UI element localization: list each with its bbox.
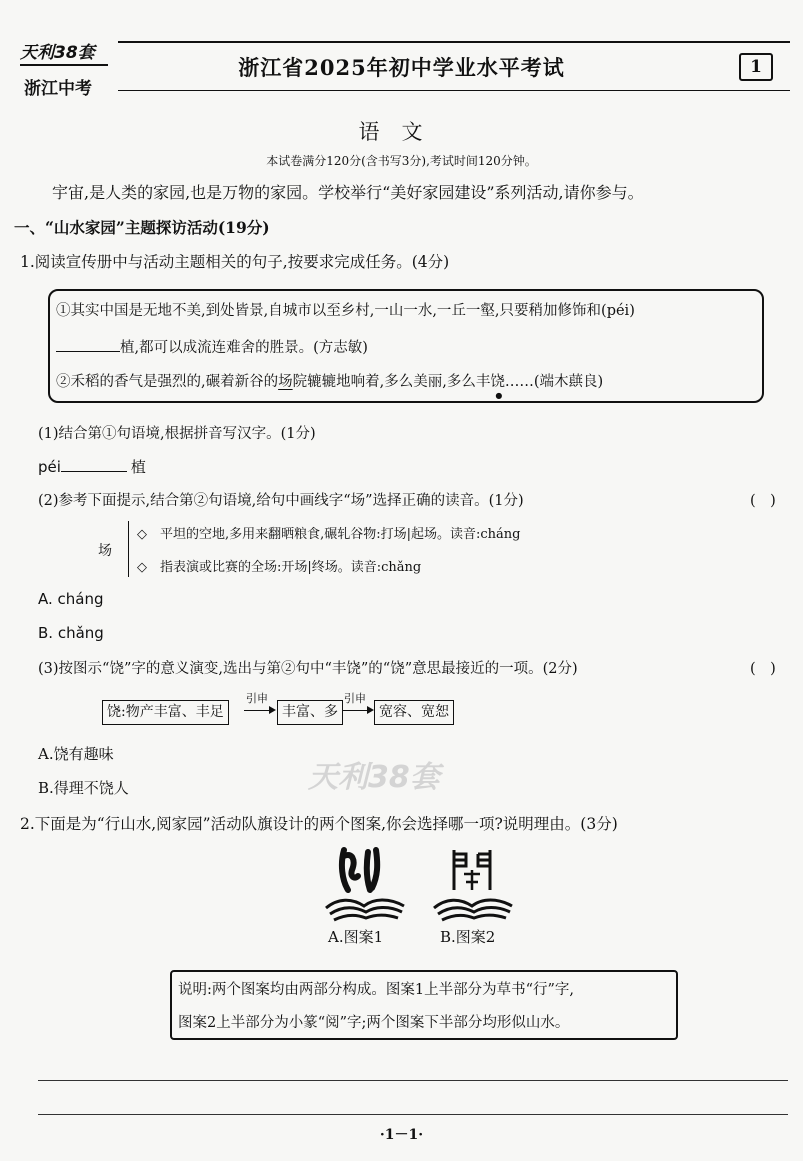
- pattern-2-emblem: [430, 846, 516, 922]
- evolution-box-3: 宽容、宽恕: [374, 700, 454, 725]
- quote-1-line-1: ①其实中国是无地不美,到处皆景,自城市以至乡村,一山一水,一丘一壑,只要稍加修饰和(péi): [56, 303, 635, 319]
- caption-pattern-2[interactable]: B.图案2: [440, 928, 496, 946]
- pattern-1-emblem: [322, 846, 408, 922]
- quote-1-text: 植,都可以成流连难舍的胜景。(方志敏): [120, 340, 368, 356]
- arrow-2: [342, 710, 372, 711]
- option-b-meaning[interactable]: B.得理不饶人: [38, 779, 129, 797]
- arrow-label-2: 引申: [344, 692, 366, 705]
- hint-char: 场: [98, 543, 112, 559]
- question-1-stem: 1.阅读宣传册中与活动主题相关的句子,按要求完成任务。(4分): [20, 253, 450, 271]
- explanation-line-1: 说明:两个图案均由两部分构成。图案1上半部分为草书“行”字,: [178, 982, 575, 998]
- caption-pattern-1[interactable]: A.图案1: [328, 928, 384, 946]
- page-footer: ·1－1·: [379, 1127, 424, 1143]
- sub-question-1: (1)结合第①句语境,根据拼音写汉字。(1分): [38, 426, 316, 442]
- dotted-char: [490, 374, 505, 400]
- quote-2-part: ②禾稻的香气是强烈的,碾着新谷的: [56, 374, 279, 390]
- blank-char: 植: [130, 458, 146, 476]
- sub-question-3: (3)按图示“饶”字的意义演变,选出与第②句中“丰饶”的“饶”意思最接近的一项。(2分): [38, 661, 578, 677]
- evolution-box-1: 饶:物产丰富、丰足: [102, 700, 229, 725]
- sub-question-2: (2)参考下面提示,结合第②句语境,给句中画线字“场”选择正确的读音。(1分): [38, 493, 524, 509]
- hint-1: ◇ 平坦的空地,多用来翻晒粮食,碾轧谷物:打场|起场。读音:cháng: [137, 527, 521, 542]
- fill-blank[interactable]: [56, 351, 120, 352]
- option-a-meaning[interactable]: A.饶有趣味: [38, 745, 114, 763]
- answer-paren-2[interactable]: ( ): [750, 493, 776, 509]
- arrow-1: [244, 710, 274, 711]
- quote-2-part: ……(端木蕻良): [504, 374, 604, 390]
- answer-line-1[interactable]: [38, 1080, 788, 1081]
- underlined-char: 场: [278, 374, 293, 390]
- dotted-char-text: 饶: [490, 374, 505, 390]
- evolution-box-2: 丰富、多: [277, 700, 343, 725]
- intro-paragraph: 宇宙,是人类的家园,也是万物的家园。学校举行“美好家园建设”系列活动,请你参与。: [52, 183, 644, 202]
- pinyin: péi: [38, 458, 61, 476]
- publisher-logo: 天利38套: [20, 38, 108, 66]
- emphasis-dot: ●: [495, 391, 503, 400]
- explanation-line-2: 图案2上半部分为小篆“阅”字;两个图案下半部分均形似山水。: [178, 1015, 570, 1031]
- section-title: 一、“山水家园”主题探访活动(19分): [14, 218, 270, 237]
- quote-2: [56, 370, 604, 400]
- answer-blank[interactable]: [61, 471, 127, 472]
- hint-2: ◇ 指表演或比赛的全场:开场|终场。读音:chǎng: [137, 560, 422, 575]
- hint-bracket: [128, 521, 129, 577]
- subject-title: 语文: [358, 120, 445, 144]
- quote-2-part: 院辘辘地响着,多么美丽,多么丰: [292, 374, 491, 390]
- option-a-pron[interactable]: A. cháng: [38, 590, 104, 608]
- page-badge: 1: [739, 53, 773, 81]
- question-2-stem: 2.下面是为“行山水,阅家园”活动队旗设计的两个图案,你会选择哪一项?说明理由。(3分): [20, 815, 618, 833]
- answer-line-2[interactable]: [38, 1114, 788, 1115]
- quote-1-line-2: [56, 336, 368, 357]
- region-label: 浙江中考: [24, 79, 92, 99]
- exam-title: 浙江省2025年初中学业水平考试: [238, 55, 565, 80]
- header-top-rule: [118, 41, 790, 43]
- arrow-label-1: 引申: [246, 692, 268, 705]
- exam-note: 本试卷满分120分(含书写3分),考试时间120分钟。: [266, 154, 537, 168]
- header-bottom-rule: [118, 90, 790, 91]
- option-b-pron[interactable]: B. chǎng: [38, 624, 104, 642]
- answer-paren-3[interactable]: ( ): [750, 661, 776, 677]
- pinyin-blank-row: [38, 456, 146, 477]
- watermark: 天利38套: [308, 760, 440, 795]
